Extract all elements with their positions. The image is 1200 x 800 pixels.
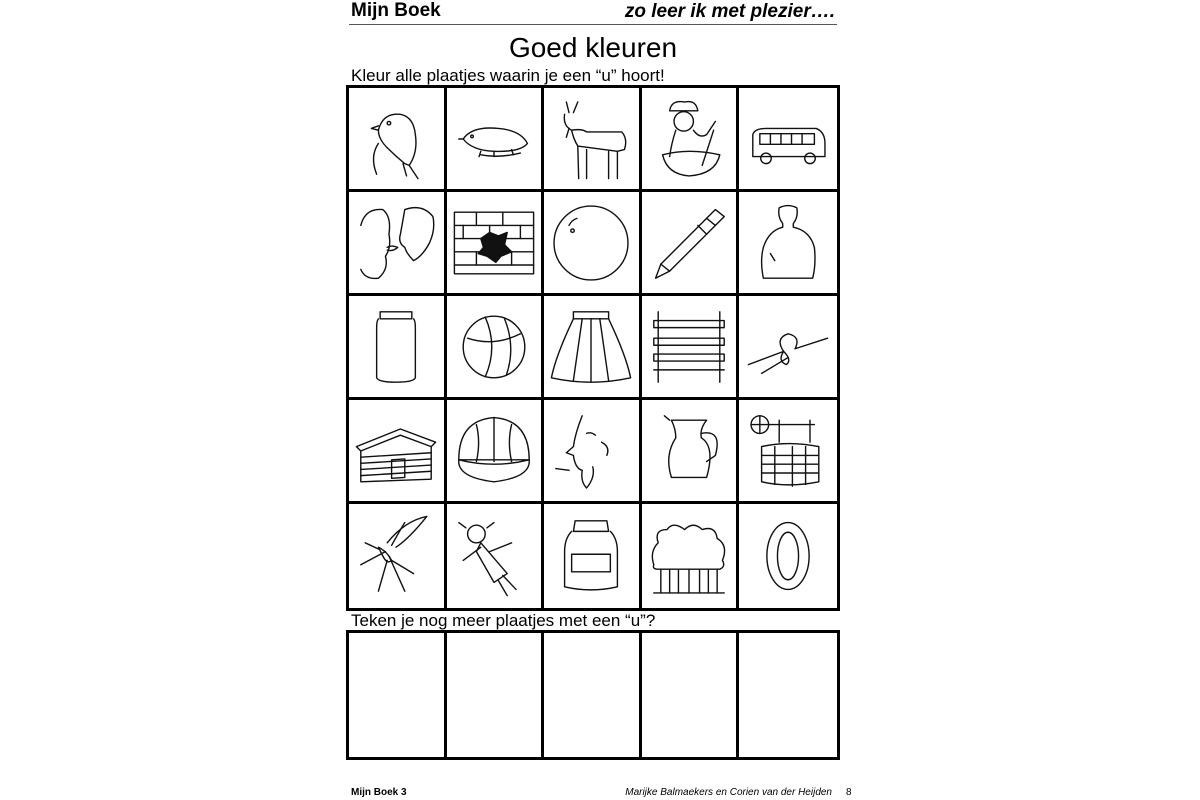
mosquito-icon [352, 512, 440, 600]
picture-cell[interactable] [349, 400, 447, 504]
picture-grid [346, 85, 840, 611]
picture-cell[interactable] [544, 296, 642, 400]
drawing-box[interactable] [642, 633, 740, 757]
cook-icon [645, 95, 733, 183]
picture-cell[interactable] [544, 192, 642, 296]
drawing-box[interactable] [739, 633, 837, 757]
header-book-title: Mijn Boek [351, 0, 441, 21]
skirt-icon [547, 303, 635, 391]
drawing-box[interactable] [544, 633, 642, 757]
header-divider [349, 24, 837, 25]
drawing-area [346, 630, 840, 760]
footer-book: Mijn Boek 3 [351, 787, 407, 798]
picture-cell[interactable] [544, 504, 642, 608]
picture-cell[interactable] [739, 192, 837, 296]
rack-icon [645, 303, 733, 391]
bus-icon [744, 95, 832, 183]
bubble-icon [547, 199, 635, 287]
cabin-icon [352, 407, 440, 495]
picture-cell[interactable] [739, 504, 837, 608]
picture-cell[interactable] [447, 400, 545, 504]
draw-instruction: Teken je nog meer plaatjes met een “u”? [351, 611, 656, 630]
forest-icon [645, 512, 733, 600]
cap-icon [450, 407, 538, 495]
picture-cell[interactable] [447, 296, 545, 400]
instruction-text: Kleur alle plaatjes waarin je een “u” hoort! [351, 66, 665, 85]
drawing-box[interactable] [447, 633, 545, 757]
ball-icon [450, 303, 538, 391]
goat-icon [547, 95, 635, 183]
jug-icon [645, 407, 733, 495]
drawing-box[interactable] [349, 633, 447, 757]
kiss-icon [352, 199, 440, 287]
pen-icon [645, 199, 733, 287]
pot-icon [547, 512, 635, 600]
picture-cell[interactable] [642, 88, 740, 192]
picture-cell[interactable] [544, 88, 642, 192]
knot-icon [744, 303, 832, 391]
picture-cell[interactable] [642, 192, 740, 296]
picture-cell[interactable] [349, 88, 447, 192]
well-icon [744, 407, 832, 495]
doll-icon [450, 512, 538, 600]
header-slogan: zo leer ik met plezier…. [624, 1, 835, 22]
mole-icon [450, 95, 538, 183]
picture-cell[interactable] [642, 296, 740, 400]
picture-cell[interactable] [642, 504, 740, 608]
page-number: 8 [846, 787, 852, 798]
picture-cell[interactable] [349, 504, 447, 608]
wall-hole-icon [450, 199, 538, 287]
zero-icon [744, 512, 832, 600]
footer-authors: Marijke Balmaekers en Corien van der Heijden [625, 787, 832, 798]
picture-cell[interactable] [544, 400, 642, 504]
back-icon [744, 199, 832, 287]
bird-icon [352, 95, 440, 183]
picture-cell[interactable] [349, 296, 447, 400]
picture-cell[interactable] [447, 504, 545, 608]
beard-icon [547, 407, 635, 495]
picture-cell[interactable] [447, 192, 545, 296]
picture-cell[interactable] [739, 88, 837, 192]
picture-cell[interactable] [349, 192, 447, 296]
picture-cell[interactable] [739, 296, 837, 400]
picture-cell[interactable] [739, 400, 837, 504]
picture-cell[interactable] [642, 400, 740, 504]
picture-cell[interactable] [447, 88, 545, 192]
page-title: Goed kleuren [508, 32, 678, 63]
jar-icon [352, 303, 440, 391]
